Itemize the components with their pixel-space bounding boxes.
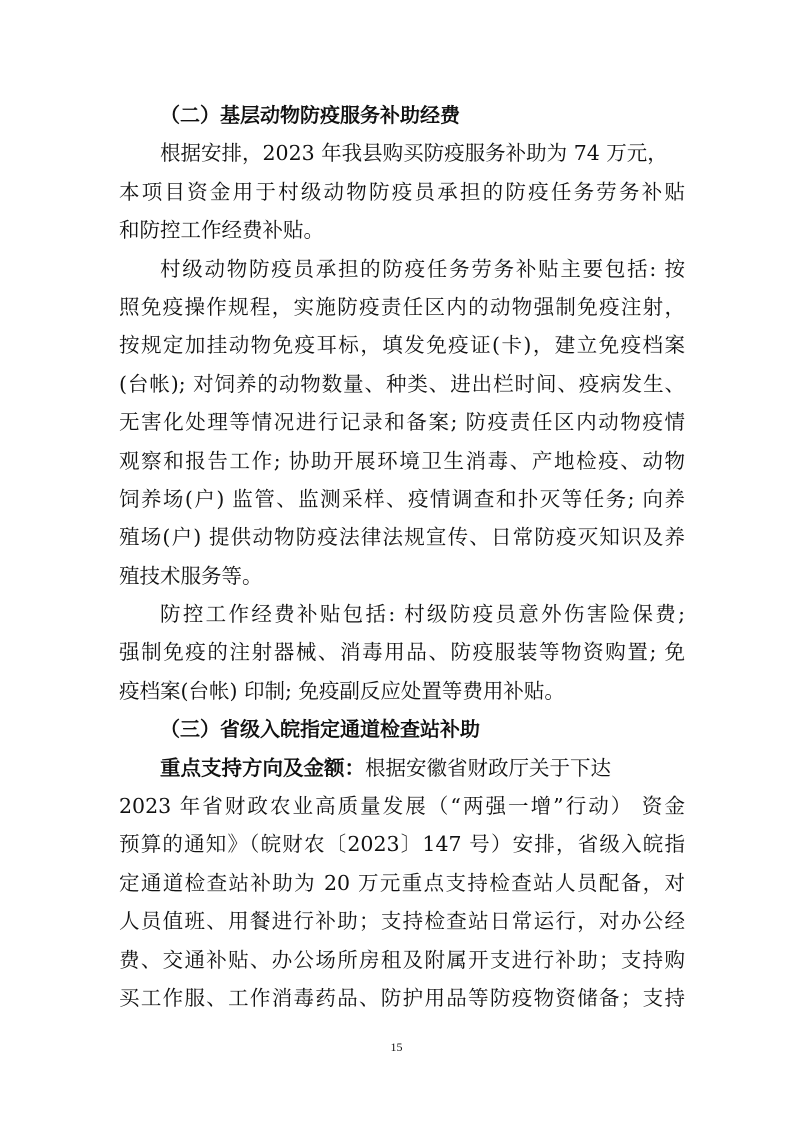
paragraph-line: 无害化处理等情况进行记录和备案; 防疫责任区内动物疫情 — [119, 410, 685, 435]
paragraph-line: 照免疫操作规程，实施防疫责任区内的动物强制免疫注射， — [119, 294, 685, 319]
paragraph-line: (台帐); 对饲养的动物数量、种类、进出栏时间、疫病发生、 — [119, 371, 685, 396]
paragraph-line: 疫档案(台帐) 印制; 免疫副反应处置等费用补贴。 — [119, 678, 565, 703]
paragraph-line: 费、交通补贴、办公场所房租及附属开支进行补助；支持购 — [119, 947, 685, 972]
paragraph-line: 定通道检查站补助为 20 万元重点支持检查站人员配备，对 — [119, 870, 685, 895]
paragraph-line: 本项目资金用于村级动物防疫员承担的防疫任务劳务补贴 — [119, 179, 685, 204]
paragraph-line: 买工作服、工作消毒药品、防护用品等防疫物资储备；支持 — [119, 985, 685, 1010]
paragraph-line: 殖技术服务等。 — [119, 563, 263, 588]
paragraph-line: 预算的通知》（皖财农〔2023〕147 号）安排，省级入皖指 — [119, 832, 685, 857]
lead-label: 重点支持方向及金额： — [160, 755, 365, 780]
paragraph-line — [119, 749, 685, 787]
section-3-heading: （三）省级入皖指定通道检查站补助 — [160, 717, 480, 742]
document-page — [119, 96, 685, 1017]
paragraph-line: 按规定加挂动物免疫耳标，填发免疫证(卡)，建立免疫档案 — [119, 333, 685, 358]
paragraph-line: 2023 年省财政农业高质量发展（“两强一增”行动） 资金 — [119, 794, 685, 819]
paragraph-line: 和防控工作经费补贴。 — [119, 218, 324, 243]
paragraph-line: 防控工作经费补贴包括: 村级防疫员意外伤害险保费; — [160, 602, 685, 627]
paragraph-line: 观察和报告工作; 协助开展环境卫生消毒、产地检疫、动物 — [119, 448, 685, 473]
paragraph-line: 人员值班、用餐进行补助；支持检查站日常运行，对办公经 — [119, 909, 685, 934]
lead-text: 根据安徽省财政厅关于下达 — [365, 755, 611, 780]
paragraph-line: 饲养场(户) 监管、监测采样、疫情调查和扑灭等任务; 向养 — [119, 486, 685, 511]
paragraph-line: 强制免疫的注射器械、消毒用品、防疫服装等物资购置; 免 — [119, 640, 685, 665]
section-2-heading: （二）基层动物防疫服务补助经费 — [160, 103, 460, 127]
paragraph-line: 根据安排，2023 年我县购买防疫服务补助为 74 万元， — [160, 141, 668, 166]
page-number: 15 — [390, 1040, 403, 1054]
paragraph-line: 殖场(户) 提供动物防疫法律法规宣传、日常防疫灭知识及养 — [119, 525, 685, 550]
paragraph-line: 村级动物防疫员承担的防疫任务劳务补贴主要包括: 按 — [160, 256, 685, 281]
